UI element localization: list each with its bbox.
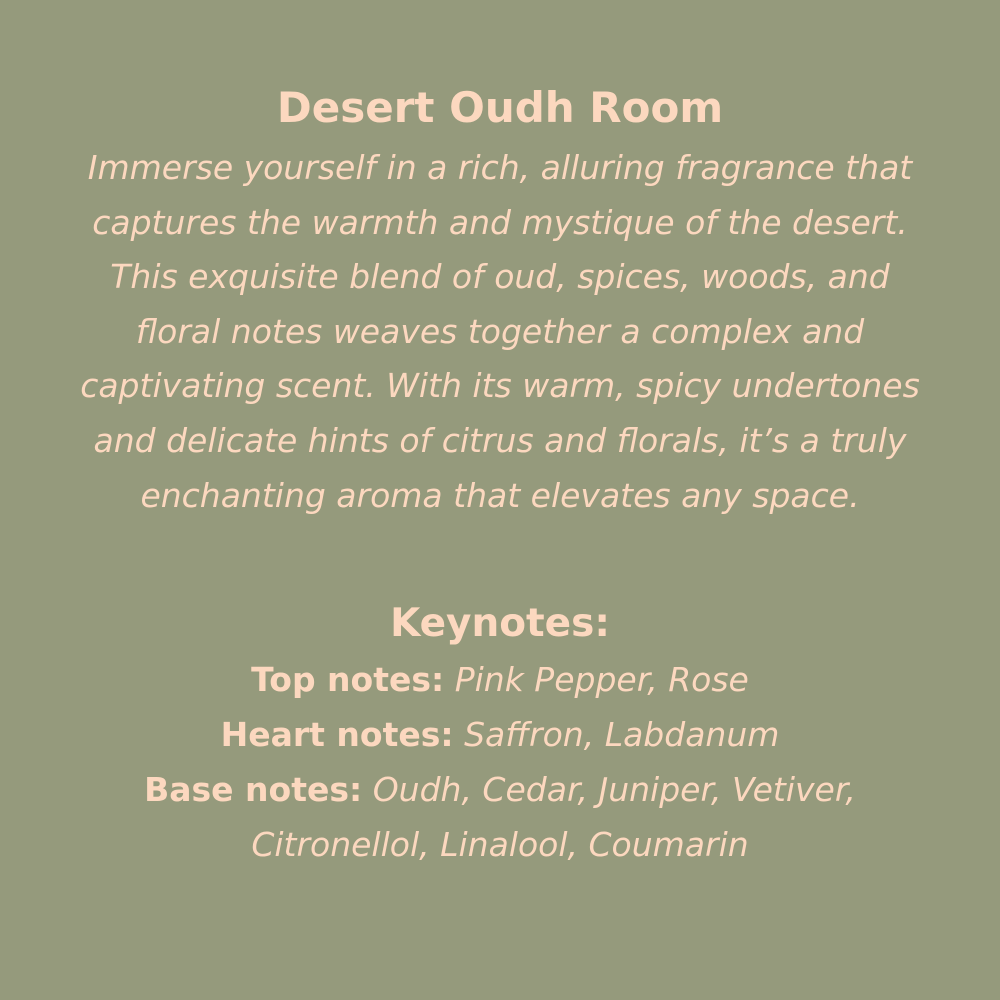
product-title: Desert Oudh Room: [276, 83, 724, 132]
product-description: [0, 141, 1000, 523]
base-notes-label: Base notes:: [144, 770, 363, 809]
base-notes-value: Oudh, Cedar, Juniper, Vetiver,: [372, 770, 856, 809]
keynotes-section: [0, 596, 1000, 872]
description-line: This exquisite blend of oud, spices, woods, and: [110, 257, 890, 297]
top-notes-line: [0, 652, 1000, 707]
description-line: enchanting aroma that elevates any space.: [140, 475, 860, 515]
description-line: floral notes weaves together a complex and: [135, 311, 865, 351]
top-notes-value: Pink Pepper, Rose: [454, 660, 749, 699]
description-line: captures the warmth and mystique of the desert.: [92, 202, 908, 242]
heart-notes-value: Saffron, Labdanum: [464, 715, 780, 754]
description-line: Immerse yourself in a rich, alluring fragrance that: [87, 148, 913, 187]
description-line: and delicate hints of citrus and florals, it’s a truly: [93, 420, 907, 460]
keynotes-heading: Keynotes:: [390, 601, 610, 646]
base-notes-value-continued: Citronellol, Linalool, Coumarin: [251, 825, 749, 864]
base-notes-line: [0, 762, 1000, 817]
heart-notes-line: [0, 707, 1000, 762]
heart-notes-label: Heart notes:: [220, 715, 454, 754]
base-notes-continued-line: [0, 817, 1000, 872]
top-notes-label: Top notes:: [251, 660, 445, 699]
description-line: captivating scent. With its warm, spicy undertones: [80, 366, 920, 406]
